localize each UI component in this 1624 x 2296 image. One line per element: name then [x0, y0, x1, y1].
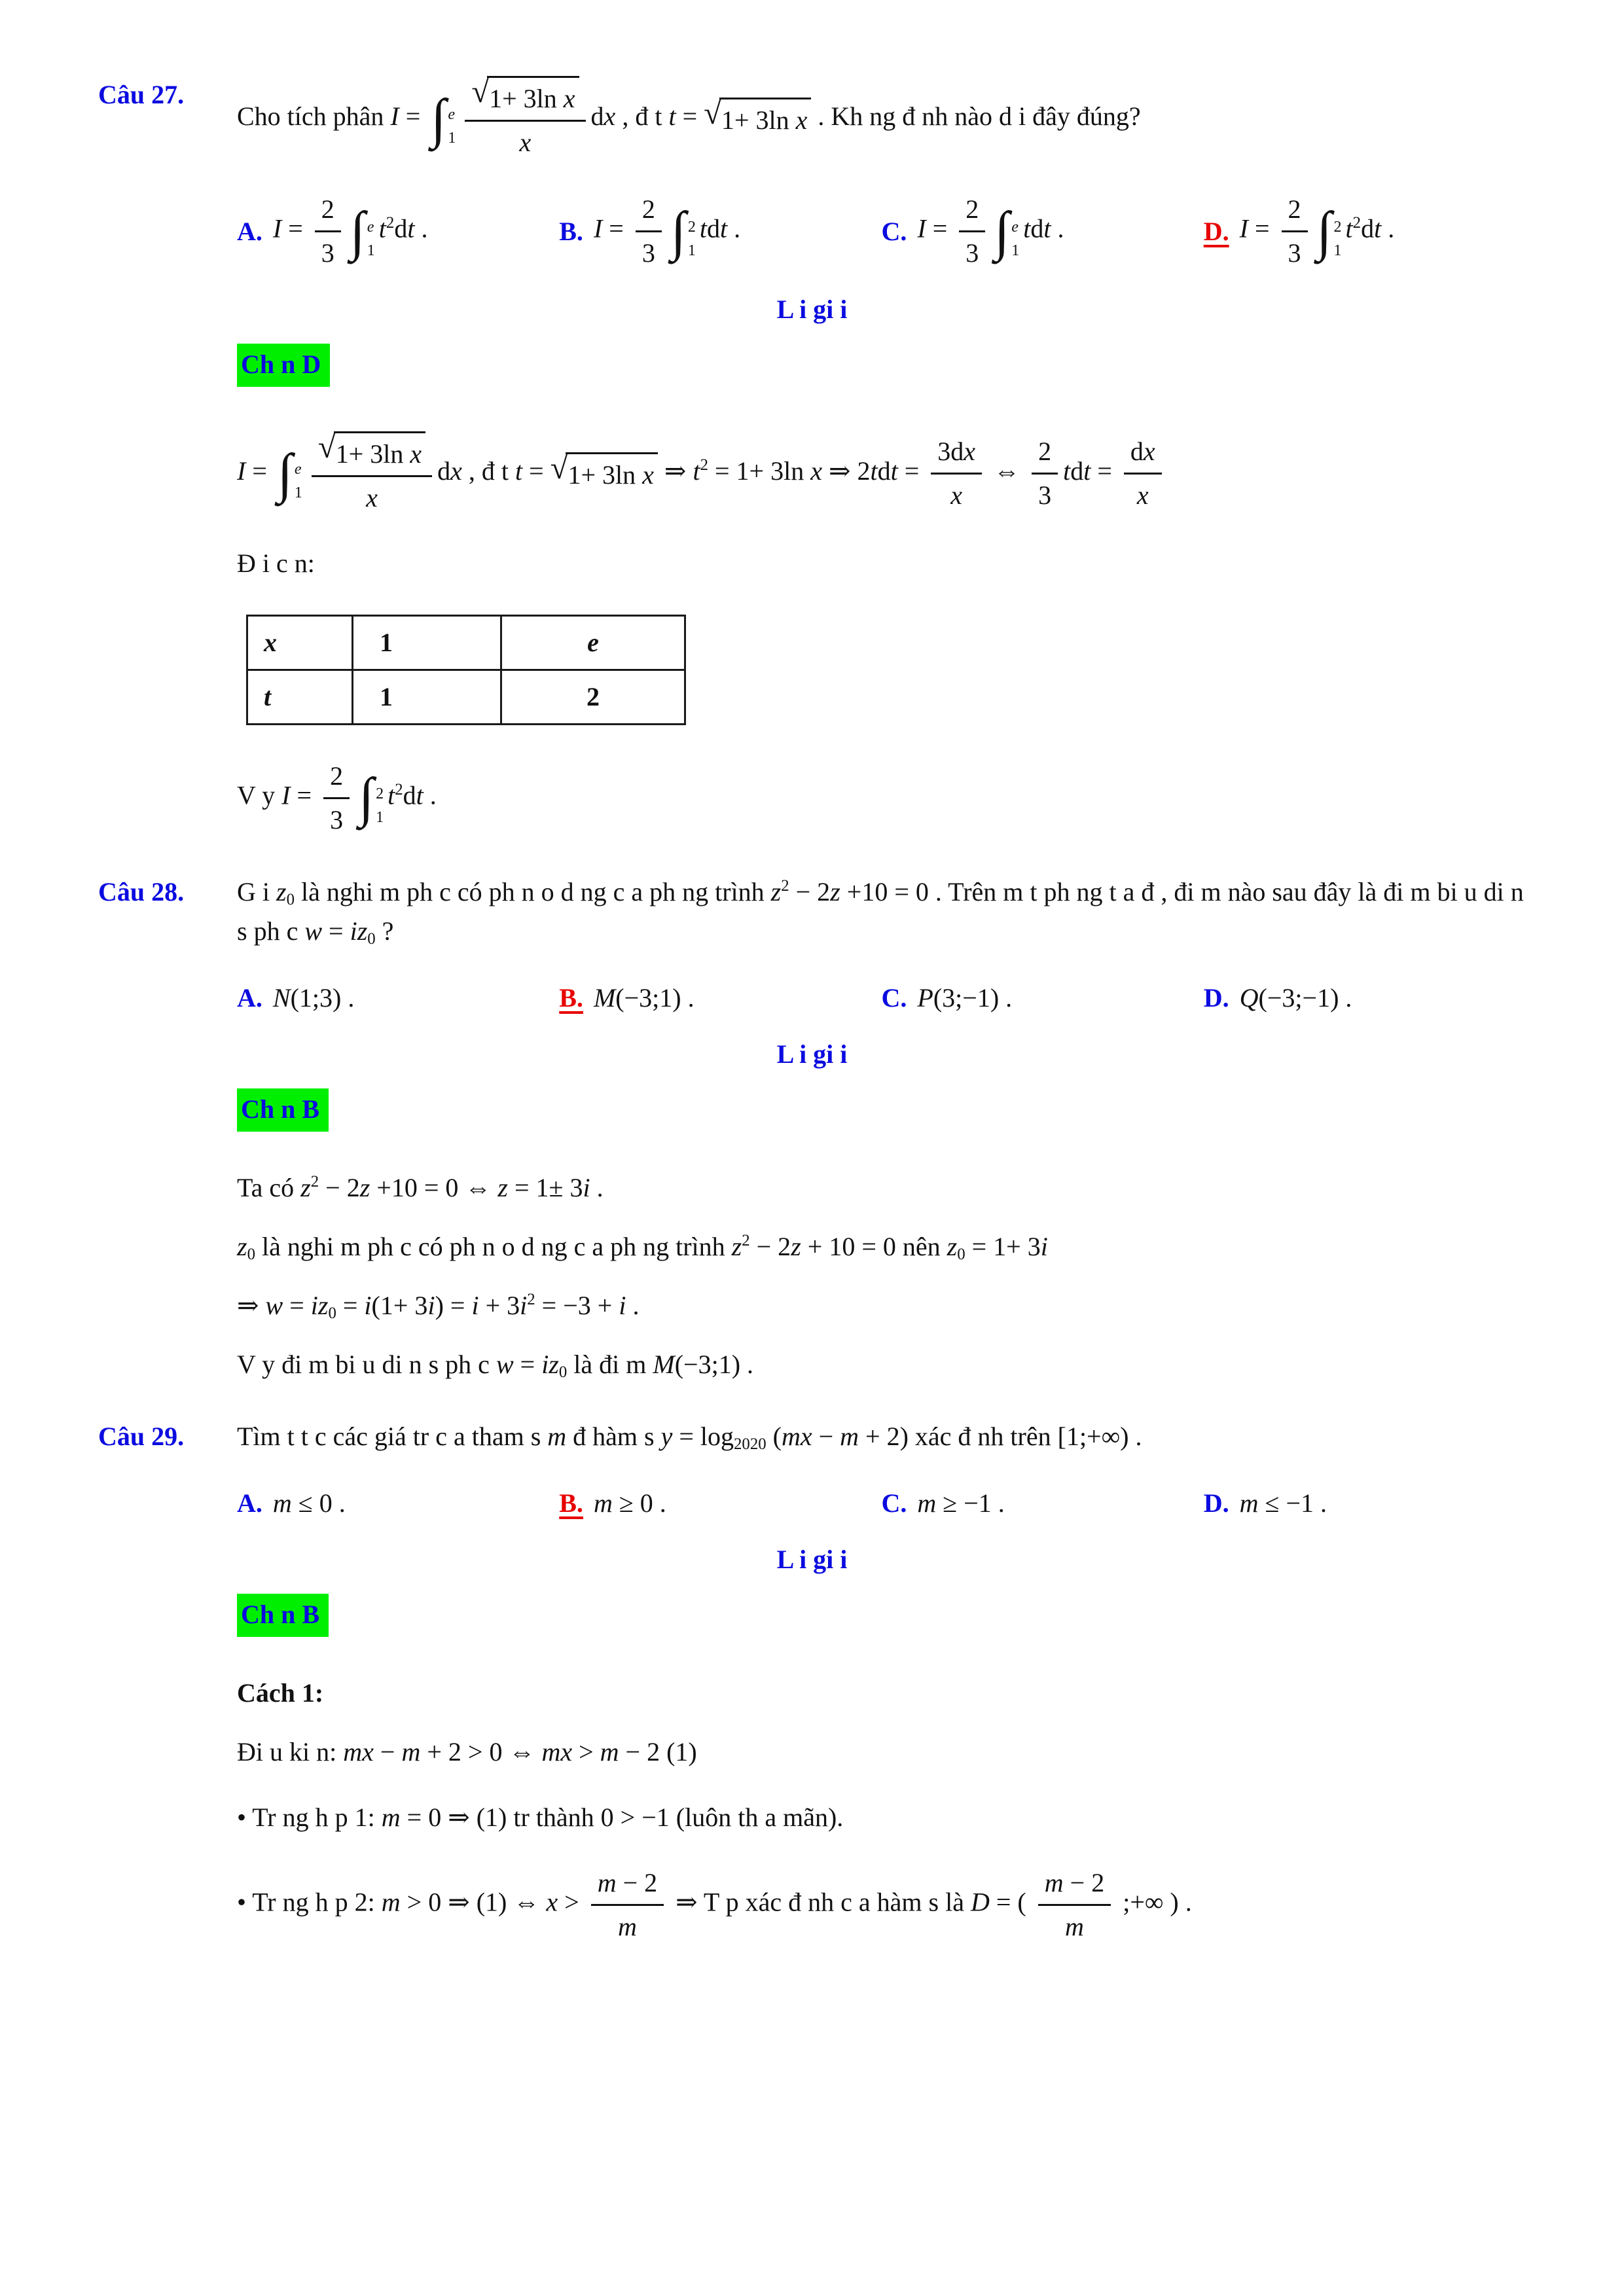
option-text: I = $\frac{2}{3}$ ∫ e 1 tdt .	[917, 190, 1064, 273]
table-cell: e	[501, 615, 685, 670]
solution-line: $z_0$ là nghi m ph c có ph n o d ng c a ph ng trình $z^2 - 2z + 10 = 0$ nên $z_0 = 1+ 3i$	[237, 1231, 1048, 1263]
option-28-c	[882, 978, 1204, 1018]
table-cell: x	[247, 615, 353, 670]
table-row	[247, 615, 685, 670]
option-letter: A.	[237, 1488, 262, 1518]
option-letter-correct: D.	[1203, 216, 1229, 246]
question-29-head	[98, 1417, 1526, 1456]
option-28-b	[559, 978, 881, 1018]
option-letter: A.	[237, 216, 262, 246]
question-27-head	[98, 75, 1526, 162]
option-text: I = $\frac{2}{3}$ ∫ e 1 $t^2dt$ .	[273, 190, 428, 273]
option-letter: C.	[881, 216, 907, 246]
solution-line: I = ∫ e 1 √ 1+ 3ln x x dx , đ t t = √ 1+ 3ln x ⇒ $t^2 = 1+ 3\ln$ x ⇒ 2tdt = $\frac{3dx}{x}$ ⇔ $\frac{2}{3}$ tdt = $\frac{dx}{x}$	[237, 430, 1526, 517]
option-text: I = $\frac{2}{3}$ ∫ 2 1 tdt .	[594, 190, 740, 273]
option-29-d	[1204, 1484, 1526, 1523]
option-text: m ≤ 0 .	[272, 1488, 346, 1518]
option-text: m ≤ −1 .	[1239, 1488, 1327, 1518]
option-letter: C.	[881, 982, 907, 1013]
option-28-a	[237, 978, 559, 1018]
option-text: P(3;−1) .	[917, 982, 1013, 1013]
option-letter-correct: B.	[559, 1488, 583, 1518]
substitution-table	[246, 615, 686, 725]
question-27-options	[237, 190, 1526, 273]
question-29-stem: Tìm t t c các giá tr c a tham s m đ hàm s $y = \log_{2020} (mx - m + 2)$ xác đ nh trên [1;+∞) .	[237, 1421, 1142, 1453]
question-28-stem: G i $z_0$ là nghi m ph c có ph n o d ng c a ph ng trình $z^2 - 2z +10 = 0$ . Trên m t ph ng t a đ , đi m nào sau đây là đi m bi u di n s ph c $w = iz_0$ ?	[237, 876, 1524, 948]
option-29-a	[237, 1484, 559, 1523]
question-27-solution	[237, 341, 1526, 839]
solution-text: Đ i c n:	[237, 548, 315, 578]
solution-case-1: • Tr ng h p 1: m = 0 ⇒ (1) tr thành 0 > −1 (luôn th a mãn).	[237, 1802, 844, 1832]
question-29-solution	[237, 1591, 1526, 1946]
question-29	[98, 1417, 1526, 1946]
question-27	[98, 75, 1526, 840]
table-cell: t	[247, 670, 353, 724]
question-28-head	[98, 872, 1526, 951]
option-28-d	[1204, 978, 1526, 1018]
question-29-options	[237, 1484, 1526, 1523]
option-letter: D.	[1203, 1488, 1229, 1518]
question-28-solution	[237, 1086, 1526, 1384]
chosen-answer-badge: Ch n B	[237, 1088, 329, 1132]
question-28-number: Câu 28.	[98, 876, 185, 906]
option-29-b	[559, 1484, 881, 1523]
option-27-d	[1204, 190, 1526, 273]
solution-line: Ta có $z^2 - 2z +10 = 0$ ⇔ z = 1± 3i .	[237, 1172, 604, 1202]
question-27-number: Câu 27.	[98, 80, 185, 109]
solution-conclusion: V y I = $\frac{2}{3}$ ∫ 2 1 $t^2dt$ .	[237, 757, 1526, 840]
option-text: N(1;3) .	[272, 982, 355, 1013]
option-text: M(−3;1) .	[593, 982, 695, 1013]
option-letter: C.	[881, 1488, 907, 1518]
option-text: m ≥ 0 .	[593, 1488, 666, 1518]
solution-heading: L i gi i	[776, 1544, 848, 1574]
option-text: m ≥ −1 .	[917, 1488, 1005, 1518]
solution-conclusion: V y đi m bi u di n s ph c $w = iz_0$ là đi m M(−3;1) .	[237, 1349, 754, 1381]
option-letter: A.	[237, 982, 262, 1013]
question-27-stem: Cho tích phân I = ∫ e 1 √ 1+ 3ln x x dx , đ t t = √ 1+ 3ln x . Kh ng đ nh nào d i đây đúng?	[237, 74, 1141, 158]
solution-case-2: • Tr ng h p 2: m > 0 ⇒ (1) ⇔ x > $\frac{m - 2}{m}$ ⇒ T p xác đ nh c a hàm s là D = ( $\frac{m - 2}{m}$ ;+∞ ) .	[237, 1863, 1526, 1946]
table-cell: 1	[353, 670, 501, 724]
solution-line: ⇒ $w = iz_0 = i(1+ 3i) = i + 3i^2 = -3 + i$ .	[237, 1290, 640, 1322]
table-cell: 1	[353, 615, 501, 670]
method-label: Cách 1:	[237, 1677, 324, 1708]
option-27-a	[237, 190, 559, 273]
chosen-answer-badge: Ch n B	[237, 1594, 329, 1637]
option-text: I = $\frac{2}{3}$ ∫ 2 1 $t^2dt$ .	[1240, 190, 1395, 273]
question-28-options	[237, 978, 1526, 1018]
option-letter: B.	[559, 216, 583, 246]
option-27-c	[882, 190, 1204, 273]
question-29-number: Câu 29.	[98, 1421, 185, 1451]
option-27-b	[559, 190, 881, 273]
option-letter-correct: B.	[559, 982, 583, 1013]
solution-heading: L i gi i	[776, 295, 848, 325]
table-cell: 2	[501, 670, 685, 724]
option-letter: D.	[1203, 982, 1229, 1013]
table-row	[247, 670, 685, 724]
solution-heading: L i gi i	[776, 1039, 848, 1069]
solution-line: Đi u ki n: mx − m + 2 > 0 ⇔ mx > m − 2 (1)	[237, 1736, 697, 1767]
question-28	[98, 872, 1526, 1384]
option-text: Q(−3;−1) .	[1239, 982, 1352, 1013]
option-29-c	[882, 1484, 1204, 1523]
chosen-answer-badge: Ch n D	[237, 344, 330, 387]
